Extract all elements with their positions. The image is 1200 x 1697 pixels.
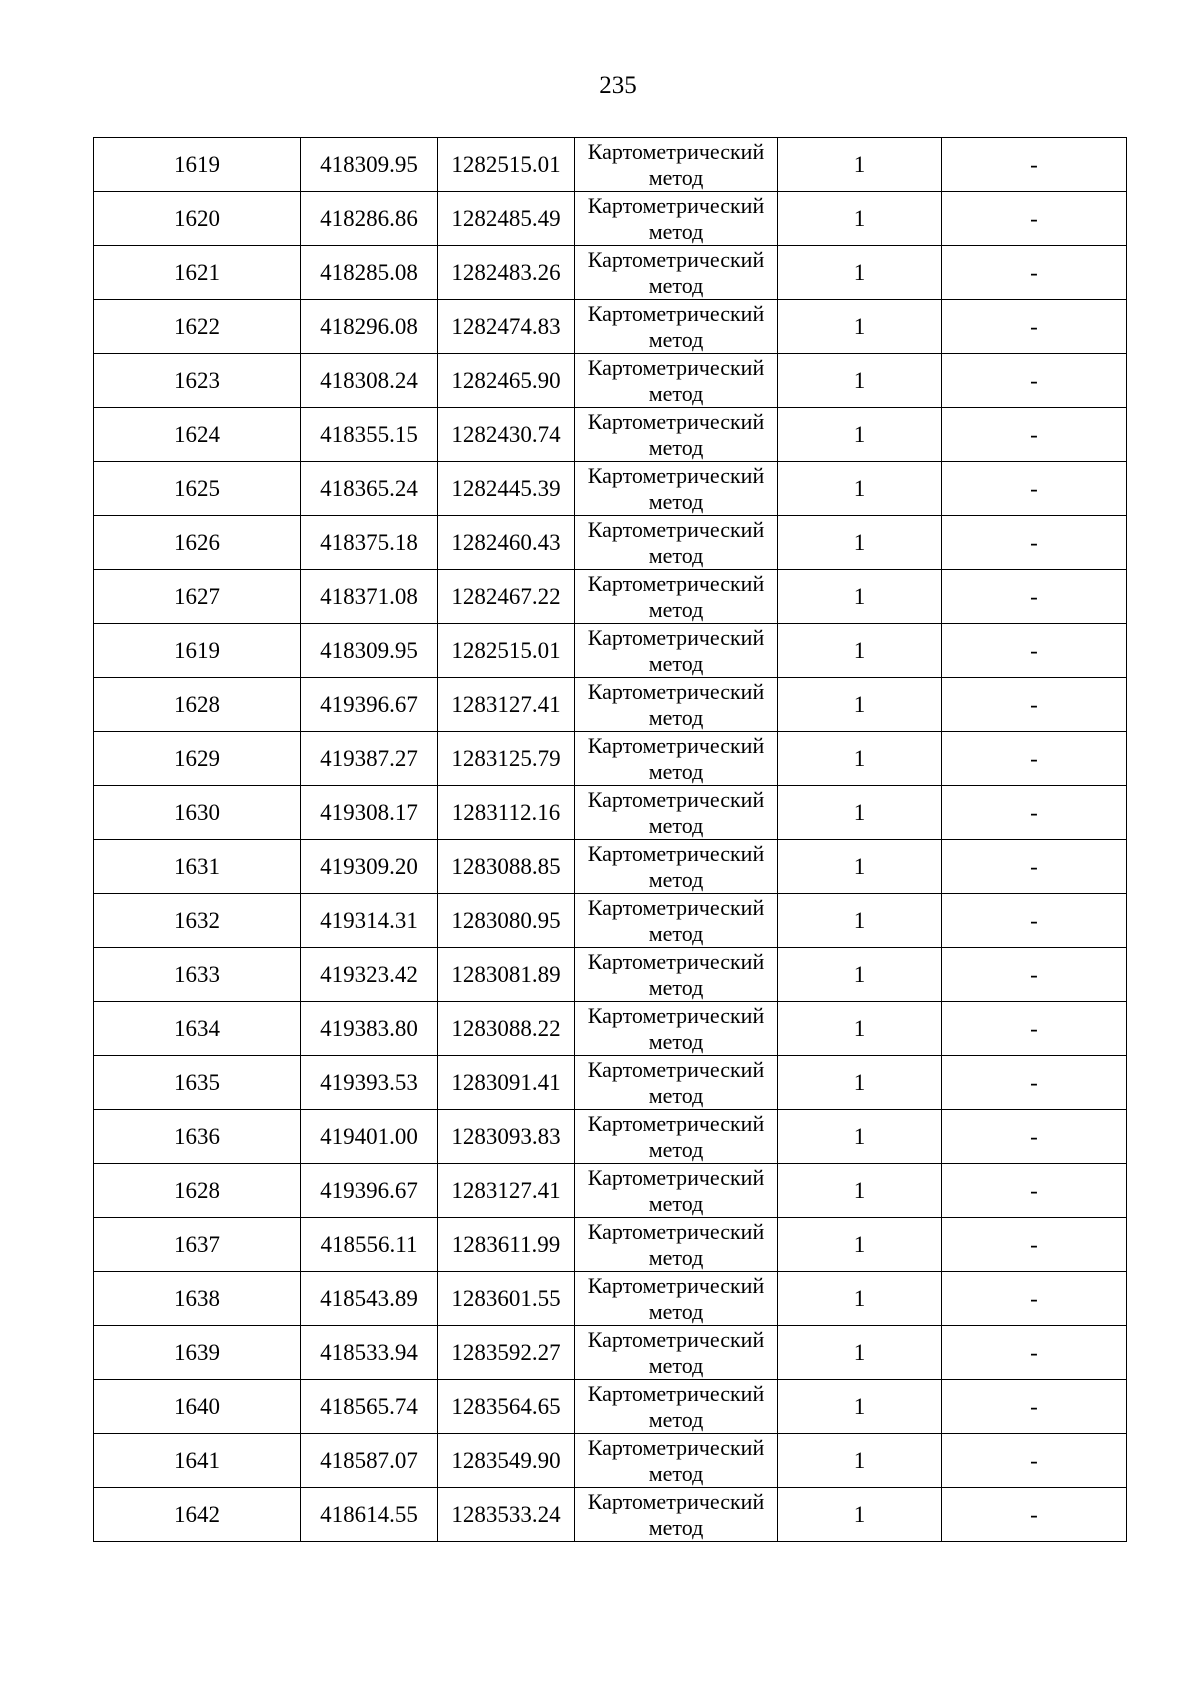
accuracy-cell: 1 [778, 894, 942, 948]
method-line-2: метод [648, 381, 704, 406]
table-row [94, 1002, 1127, 1056]
y-coordinate-cell: 1282445.39 [438, 462, 575, 516]
x-coordinate-cell: 418371.08 [301, 570, 438, 624]
x-coordinate-cell: 419314.31 [301, 894, 438, 948]
method-cell [575, 786, 778, 840]
point-number-cell: 1633 [94, 948, 301, 1002]
method-cell [575, 354, 778, 408]
y-coordinate-cell: 1283125.79 [438, 732, 575, 786]
method-line-2: метод [648, 759, 704, 784]
point-number-cell: 1620 [94, 192, 301, 246]
y-coordinate-cell: 1283112.16 [438, 786, 575, 840]
note-cell: - [942, 138, 1127, 192]
point-number-cell: 1640 [94, 1380, 301, 1434]
y-coordinate-cell: 1283088.22 [438, 1002, 575, 1056]
table-row [94, 1434, 1127, 1488]
y-coordinate-cell: 1283533.24 [438, 1488, 575, 1542]
table-row [94, 1056, 1127, 1110]
table-row [94, 840, 1127, 894]
y-coordinate-cell: 1283080.95 [438, 894, 575, 948]
accuracy-cell: 1 [778, 1164, 942, 1218]
y-coordinate-cell: 1283127.41 [438, 1164, 575, 1218]
method-line-2: метод [648, 921, 704, 946]
x-coordinate-cell: 419323.42 [301, 948, 438, 1002]
point-number-cell: 1637 [94, 1218, 301, 1272]
accuracy-cell: 1 [778, 1272, 942, 1326]
method-line-2: метод [648, 975, 704, 1000]
accuracy-cell: 1 [778, 948, 942, 1002]
table-row [94, 300, 1127, 354]
table-row [94, 624, 1127, 678]
method-cell [575, 1164, 778, 1218]
point-number-cell: 1619 [94, 138, 301, 192]
method-line-1: Картометрический [587, 949, 765, 974]
accuracy-cell: 1 [778, 138, 942, 192]
method-cell [575, 246, 778, 300]
note-cell: - [942, 732, 1127, 786]
x-coordinate-cell: 418565.74 [301, 1380, 438, 1434]
point-number-cell: 1622 [94, 300, 301, 354]
x-coordinate-cell: 419309.20 [301, 840, 438, 894]
point-number-cell: 1628 [94, 1164, 301, 1218]
note-cell: - [942, 786, 1127, 840]
table-row [94, 246, 1127, 300]
point-number-cell: 1634 [94, 1002, 301, 1056]
method-cell [575, 462, 778, 516]
x-coordinate-cell: 418587.07 [301, 1434, 438, 1488]
accuracy-cell: 1 [778, 192, 942, 246]
method-line-2: метод [648, 543, 704, 568]
y-coordinate-cell: 1283127.41 [438, 678, 575, 732]
table-row [94, 408, 1127, 462]
point-number-cell: 1621 [94, 246, 301, 300]
table-row [94, 678, 1127, 732]
note-cell: - [942, 894, 1127, 948]
x-coordinate-cell: 418556.11 [301, 1218, 438, 1272]
x-coordinate-cell: 419383.80 [301, 1002, 438, 1056]
method-cell [575, 516, 778, 570]
method-line-1: Картометрический [587, 517, 765, 542]
x-coordinate-cell: 418309.95 [301, 138, 438, 192]
method-cell [575, 840, 778, 894]
accuracy-cell: 1 [778, 354, 942, 408]
method-line-1: Картометрический [587, 1165, 765, 1190]
note-cell: - [942, 570, 1127, 624]
method-line-2: метод [648, 1245, 704, 1270]
accuracy-cell: 1 [778, 516, 942, 570]
method-line-1: Картометрический [587, 463, 765, 488]
method-cell [575, 1002, 778, 1056]
table-row [94, 1164, 1127, 1218]
method-cell [575, 1272, 778, 1326]
method-line-1: Картометрический [587, 1273, 765, 1298]
y-coordinate-cell: 1283601.55 [438, 1272, 575, 1326]
method-line-1: Картометрический [587, 193, 765, 218]
point-number-cell: 1630 [94, 786, 301, 840]
accuracy-cell: 1 [778, 570, 942, 624]
point-number-cell: 1628 [94, 678, 301, 732]
note-cell: - [942, 408, 1127, 462]
method-line-2: метод [648, 1029, 704, 1054]
coordinates-table [93, 137, 1127, 1542]
x-coordinate-cell: 418309.95 [301, 624, 438, 678]
x-coordinate-cell: 419387.27 [301, 732, 438, 786]
note-cell: - [942, 354, 1127, 408]
accuracy-cell: 1 [778, 1110, 942, 1164]
accuracy-cell: 1 [778, 246, 942, 300]
table-row [94, 354, 1127, 408]
point-number-cell: 1636 [94, 1110, 301, 1164]
x-coordinate-cell: 419396.67 [301, 678, 438, 732]
method-line-2: метод [648, 1299, 704, 1324]
x-coordinate-cell: 418533.94 [301, 1326, 438, 1380]
table-body [94, 138, 1127, 1542]
y-coordinate-cell: 1282474.83 [438, 300, 575, 354]
accuracy-cell: 1 [778, 408, 942, 462]
method-line-2: метод [648, 1353, 704, 1378]
point-number-cell: 1625 [94, 462, 301, 516]
y-coordinate-cell: 1282465.90 [438, 354, 575, 408]
note-cell: - [942, 300, 1127, 354]
method-cell [575, 1056, 778, 1110]
table-row [94, 1272, 1127, 1326]
method-line-2: метод [648, 867, 704, 892]
x-coordinate-cell: 418285.08 [301, 246, 438, 300]
method-line-2: метод [648, 1083, 704, 1108]
method-line-1: Картометрический [587, 1327, 765, 1352]
method-line-2: метод [648, 1461, 704, 1486]
x-coordinate-cell: 419308.17 [301, 786, 438, 840]
y-coordinate-cell: 1282460.43 [438, 516, 575, 570]
y-coordinate-cell: 1283088.85 [438, 840, 575, 894]
y-coordinate-cell: 1283611.99 [438, 1218, 575, 1272]
point-number-cell: 1626 [94, 516, 301, 570]
method-cell [575, 570, 778, 624]
note-cell: - [942, 624, 1127, 678]
accuracy-cell: 1 [778, 300, 942, 354]
y-coordinate-cell: 1283592.27 [438, 1326, 575, 1380]
table-row [94, 1380, 1127, 1434]
accuracy-cell: 1 [778, 1056, 942, 1110]
y-coordinate-cell: 1282515.01 [438, 624, 575, 678]
point-number-cell: 1638 [94, 1272, 301, 1326]
method-line-1: Картометрический [587, 571, 765, 596]
point-number-cell: 1629 [94, 732, 301, 786]
note-cell: - [942, 1110, 1127, 1164]
point-number-cell: 1619 [94, 624, 301, 678]
y-coordinate-cell: 1282485.49 [438, 192, 575, 246]
table-row [94, 1326, 1127, 1380]
method-line-1: Картометрический [587, 1435, 765, 1460]
method-line-2: метод [648, 1515, 704, 1540]
method-line-2: метод [648, 435, 704, 460]
table-row [94, 948, 1127, 1002]
point-number-cell: 1624 [94, 408, 301, 462]
x-coordinate-cell: 419396.67 [301, 1164, 438, 1218]
method-cell [575, 678, 778, 732]
method-line-2: метод [648, 651, 704, 676]
method-cell [575, 1434, 778, 1488]
method-line-2: метод [648, 327, 704, 352]
method-line-1: Картометрический [587, 787, 765, 812]
method-line-2: метод [648, 1137, 704, 1162]
x-coordinate-cell: 418375.18 [301, 516, 438, 570]
accuracy-cell: 1 [778, 1002, 942, 1056]
method-cell [575, 1110, 778, 1164]
accuracy-cell: 1 [778, 1218, 942, 1272]
note-cell: - [942, 1002, 1127, 1056]
method-cell [575, 300, 778, 354]
y-coordinate-cell: 1283549.90 [438, 1434, 575, 1488]
method-cell [575, 732, 778, 786]
y-coordinate-cell: 1283091.41 [438, 1056, 575, 1110]
note-cell: - [942, 1164, 1127, 1218]
method-line-1: Картометрический [587, 1381, 765, 1406]
x-coordinate-cell: 418365.24 [301, 462, 438, 516]
x-coordinate-cell: 419401.00 [301, 1110, 438, 1164]
method-cell [575, 624, 778, 678]
table-row [94, 570, 1127, 624]
x-coordinate-cell: 419393.53 [301, 1056, 438, 1110]
accuracy-cell: 1 [778, 678, 942, 732]
method-line-1: Картометрический [587, 247, 765, 272]
method-line-2: метод [648, 273, 704, 298]
method-line-1: Картометрический [587, 625, 765, 650]
note-cell: - [942, 678, 1127, 732]
note-cell: - [942, 1380, 1127, 1434]
point-number-cell: 1642 [94, 1488, 301, 1542]
table-row [94, 786, 1127, 840]
method-line-2: метод [648, 1407, 704, 1432]
note-cell: - [942, 246, 1127, 300]
method-cell [575, 1326, 778, 1380]
accuracy-cell: 1 [778, 1380, 942, 1434]
method-line-2: метод [648, 705, 704, 730]
method-line-1: Картометрический [587, 841, 765, 866]
point-number-cell: 1641 [94, 1434, 301, 1488]
method-line-1: Картометрический [587, 733, 765, 758]
method-line-1: Картометрический [587, 1219, 765, 1244]
accuracy-cell: 1 [778, 1488, 942, 1542]
note-cell: - [942, 1326, 1127, 1380]
table-row [94, 894, 1127, 948]
note-cell: - [942, 1218, 1127, 1272]
y-coordinate-cell: 1283081.89 [438, 948, 575, 1002]
note-cell: - [942, 1056, 1127, 1110]
method-cell [575, 1488, 778, 1542]
method-line-1: Картометрический [587, 301, 765, 326]
table-row [94, 732, 1127, 786]
x-coordinate-cell: 418614.55 [301, 1488, 438, 1542]
y-coordinate-cell: 1283564.65 [438, 1380, 575, 1434]
method-cell [575, 894, 778, 948]
point-number-cell: 1631 [94, 840, 301, 894]
accuracy-cell: 1 [778, 1434, 942, 1488]
y-coordinate-cell: 1282483.26 [438, 246, 575, 300]
table-row [94, 192, 1127, 246]
method-line-2: метод [648, 597, 704, 622]
note-cell: - [942, 1434, 1127, 1488]
x-coordinate-cell: 418296.08 [301, 300, 438, 354]
note-cell: - [942, 948, 1127, 1002]
note-cell: - [942, 516, 1127, 570]
method-line-1: Картометрический [587, 679, 765, 704]
note-cell: - [942, 840, 1127, 894]
accuracy-cell: 1 [778, 462, 942, 516]
accuracy-cell: 1 [778, 732, 942, 786]
method-cell [575, 948, 778, 1002]
method-line-1: Картометрический [587, 1111, 765, 1136]
method-line-2: метод [648, 165, 704, 190]
accuracy-cell: 1 [778, 624, 942, 678]
method-line-1: Картометрический [587, 895, 765, 920]
method-cell [575, 138, 778, 192]
note-cell: - [942, 192, 1127, 246]
method-line-1: Картометрический [587, 1057, 765, 1082]
point-number-cell: 1627 [94, 570, 301, 624]
method-cell [575, 1380, 778, 1434]
table-row [94, 1218, 1127, 1272]
note-cell: - [942, 462, 1127, 516]
note-cell: - [942, 1272, 1127, 1326]
table-row [94, 1488, 1127, 1542]
accuracy-cell: 1 [778, 1326, 942, 1380]
y-coordinate-cell: 1283093.83 [438, 1110, 575, 1164]
point-number-cell: 1635 [94, 1056, 301, 1110]
method-line-1: Картометрический [587, 409, 765, 434]
point-number-cell: 1639 [94, 1326, 301, 1380]
method-cell [575, 408, 778, 462]
method-line-2: метод [648, 489, 704, 514]
y-coordinate-cell: 1282515.01 [438, 138, 575, 192]
table-row [94, 516, 1127, 570]
x-coordinate-cell: 418355.15 [301, 408, 438, 462]
table-row [94, 1110, 1127, 1164]
point-number-cell: 1632 [94, 894, 301, 948]
x-coordinate-cell: 418543.89 [301, 1272, 438, 1326]
page-number: 235 [599, 72, 637, 99]
method-line-1: Картометрический [587, 139, 765, 164]
method-line-1: Картометрический [587, 1489, 765, 1514]
x-coordinate-cell: 418286.86 [301, 192, 438, 246]
method-line-2: метод [648, 219, 704, 244]
method-line-1: Картометрический [587, 355, 765, 380]
method-cell [575, 192, 778, 246]
table-row [94, 462, 1127, 516]
method-cell [575, 1218, 778, 1272]
method-line-1: Картометрический [587, 1003, 765, 1028]
accuracy-cell: 1 [778, 840, 942, 894]
method-line-2: метод [648, 1191, 704, 1216]
x-coordinate-cell: 418308.24 [301, 354, 438, 408]
y-coordinate-cell: 1282467.22 [438, 570, 575, 624]
table-row [94, 138, 1127, 192]
y-coordinate-cell: 1282430.74 [438, 408, 575, 462]
note-cell: - [942, 1488, 1127, 1542]
accuracy-cell: 1 [778, 786, 942, 840]
method-line-2: метод [648, 813, 704, 838]
point-number-cell: 1623 [94, 354, 301, 408]
